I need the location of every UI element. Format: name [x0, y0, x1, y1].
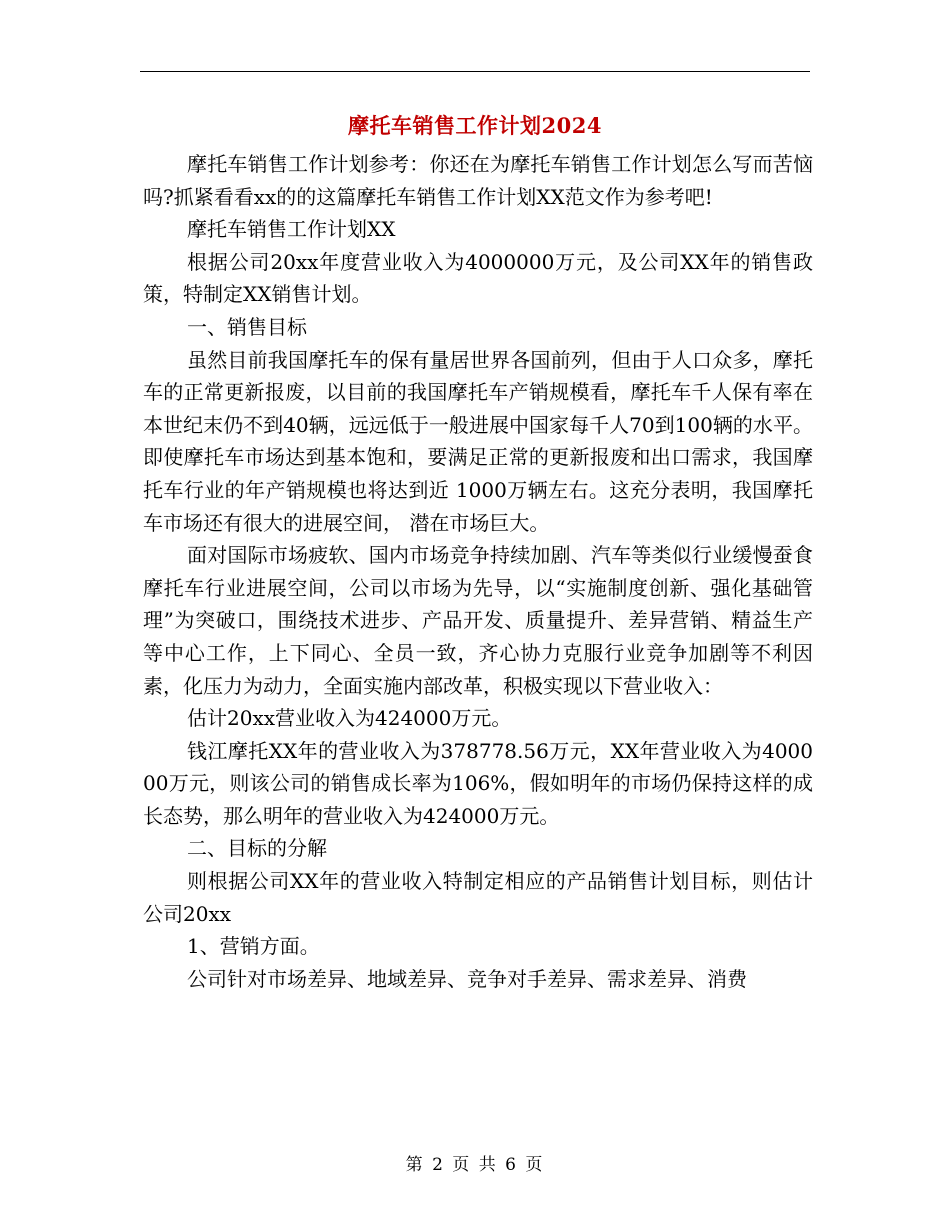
section-heading-target-breakdown: 二、目标的分解	[187, 836, 327, 861]
page-number: 第 2 页 共 6 页	[405, 1155, 545, 1175]
paragraph-intro: 摩托车销售工作计划参考：你还在为摩托车销售工作计划怎么写而苦恼吗?抓紧看看xx的的这篇摩托车销售工作计划XX范文作为参考吧!	[143, 152, 813, 209]
paragraph-company-strategy: 面对国际市场疲软、国内市场竞争持续加剧、汽车等类似行业缓慢蚕食摩托车行业进展空间，公司以市场为先导，以“实施制度创新、强化基础管理”为突破口，围绕技术进步、产品开发、质量提升、差异营销、精益生产等中心工作，上下同心、全员一致，齐心协力克服行业竞争加剧等不利因素，化压力为动力，全面实施内部改革，积极实现以下营业收入：	[143, 543, 813, 698]
paragraph-revenue-basis: 根据公司20xx年度营业收入为4000000万元，及公司XX年的销售政策，特制定XX销售计划。	[143, 249, 813, 307]
paragraph-growth-rate: 钱江摩托XX年的营业收入为378778.56万元，XX年营业收入为400000万元，则该公司的销售成长率为106%，假如明年的市场仍保持这样的成长态势，那么明年的营业收入为424000万元。	[143, 738, 813, 828]
document-title: 摩托车销售工作计划2024	[348, 113, 602, 138]
paragraph-market-overview: 虽然目前我国摩托车的保有量居世界各国前列，但由于人口众多，摩托车的正常更新报废，以目前的我国摩托车产销规模看，摩托车千人保有率在本世纪末仍不到40辆，远远低于一般进展中国家每千人70到100辆的水平。 即使摩托车市场达到基本饱和，要满足正常的更新报废和出口需求，我国摩托车行业的年产销规模也将达到近 1000万辆左右。这充分表明，我国摩托车市场还有很大的进展空间， 潜在市场巨大。	[143, 347, 813, 535]
paragraph-revenue-estimate: 估计20xx营业收入为424000万元。	[187, 706, 512, 731]
document-body	[143, 148, 813, 995]
paragraph-plan-heading: 摩托车销售工作计划XX	[187, 217, 396, 242]
paragraph-marketing-differences: 公司针对市场差异、地域差异、竞争对手差异、需求差异、消费	[187, 966, 747, 991]
paragraph-product-plan: 则根据公司XX年的营业收入特制定相应的产品销售计划目标，则估计公司20xx	[143, 869, 813, 926]
subsection-heading-marketing: 1、营销方面。	[187, 934, 320, 959]
section-heading-sales-target: 一、销售目标	[187, 314, 307, 339]
header-rule	[140, 71, 810, 72]
